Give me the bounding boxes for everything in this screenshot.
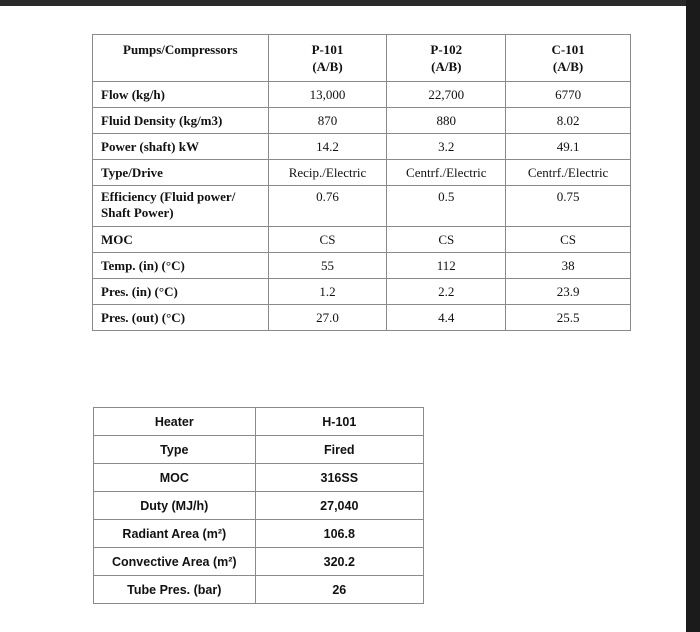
row-label-efficiency-line1: Efficiency (Fluid power/ [101,189,236,204]
cell-c101-temp-in: 38 [506,253,631,279]
cell-c101-efficiency: 0.75 [506,186,631,227]
heater-label-convective-area: Convective Area (m²) [94,548,256,576]
cell-p101-efficiency: 0.76 [268,186,387,227]
row-label-efficiency-line2: Shaft Power) [101,205,174,220]
table-row [93,160,631,186]
cell-p102-power: 3.2 [387,134,506,160]
heater-value-radiant-area: 106.8 [255,520,423,548]
row-label-efficiency [93,186,269,227]
table-row [94,576,424,604]
header-h101: H-101 [255,408,423,436]
header-p102-sub: (A/B) [431,59,462,74]
cell-p101-pres-in: 1.2 [268,279,387,305]
top-edge-bar [0,0,700,6]
table-row [93,134,631,160]
pumps-header-row [93,35,631,82]
header-c101-id: C-101 [551,42,585,57]
table-row [93,108,631,134]
table-row [93,186,631,227]
table-row [93,305,631,331]
row-label-type-drive: Type/Drive [93,160,269,186]
cell-c101-flow: 6770 [506,82,631,108]
heater-label-type: Type [94,436,256,464]
cell-p102-density: 880 [387,108,506,134]
heater-label-moc: MOC [94,464,256,492]
table-row [94,520,424,548]
row-label-temp-in: Temp. (in) (°C) [93,253,269,279]
heater-value-moc: 316SS [255,464,423,492]
heater-table [93,407,424,604]
row-label-moc: MOC [93,227,269,253]
cell-p101-density: 870 [268,108,387,134]
cell-p101-pres-out: 27.0 [268,305,387,331]
heater-header-row [94,408,424,436]
table-row [93,279,631,305]
cell-c101-pres-out: 25.5 [506,305,631,331]
row-label-pres-in: Pres. (in) (°C) [93,279,269,305]
cell-c101-power: 49.1 [506,134,631,160]
table-row [94,464,424,492]
header-pumps-compressors-text: Pumps/Compressors [123,42,238,57]
row-label-flow: Flow (kg/h) [93,82,269,108]
cell-p102-efficiency: 0.5 [387,186,506,227]
row-label-pres-out: Pres. (out) (°C) [93,305,269,331]
cell-p102-pres-out: 4.4 [387,305,506,331]
heater-label-duty: Duty (MJ/h) [94,492,256,520]
cell-p102-moc: CS [387,227,506,253]
table-row [94,492,424,520]
header-p101-sub: (A/B) [312,59,343,74]
row-label-power: Power (shaft) kW [93,134,269,160]
cell-p101-temp-in: 55 [268,253,387,279]
heater-label-tube-pres: Tube Pres. (bar) [94,576,256,604]
heater-value-tube-pres: 26 [255,576,423,604]
cell-c101-moc: CS [506,227,631,253]
table-row [94,548,424,576]
cell-c101-density: 8.02 [506,108,631,134]
header-p102 [387,35,506,82]
header-c101 [506,35,631,82]
heater-label-radiant-area: Radiant Area (m²) [94,520,256,548]
header-c101-sub: (A/B) [552,59,584,74]
row-label-fluid-density: Fluid Density (kg/m3) [93,108,269,134]
header-pumps-compressors [93,35,269,82]
table-row [93,253,631,279]
cell-p102-pres-in: 2.2 [387,279,506,305]
cell-p102-type: Centrf./Electric [387,160,506,186]
cell-c101-pres-in: 23.9 [506,279,631,305]
heater-value-convective-area: 320.2 [255,548,423,576]
table-row [93,82,631,108]
cell-p102-flow: 22,700 [387,82,506,108]
pumps-compressors-table [92,34,631,331]
table-row [93,227,631,253]
heater-value-duty: 27,040 [255,492,423,520]
cell-p101-flow: 13,000 [268,82,387,108]
cell-p101-moc: CS [268,227,387,253]
header-heater: Heater [94,408,256,436]
header-p101 [268,35,387,82]
right-edge-bar [686,0,700,632]
table-row [94,436,424,464]
cell-p101-power: 14.2 [268,134,387,160]
header-p102-id: P-102 [430,42,463,57]
heater-value-type: Fired [255,436,423,464]
header-p101-id: P-101 [311,42,344,57]
cell-p102-temp-in: 112 [387,253,506,279]
cell-p101-type: Recip./Electric [268,160,387,186]
cell-c101-type: Centrf./Electric [506,160,631,186]
